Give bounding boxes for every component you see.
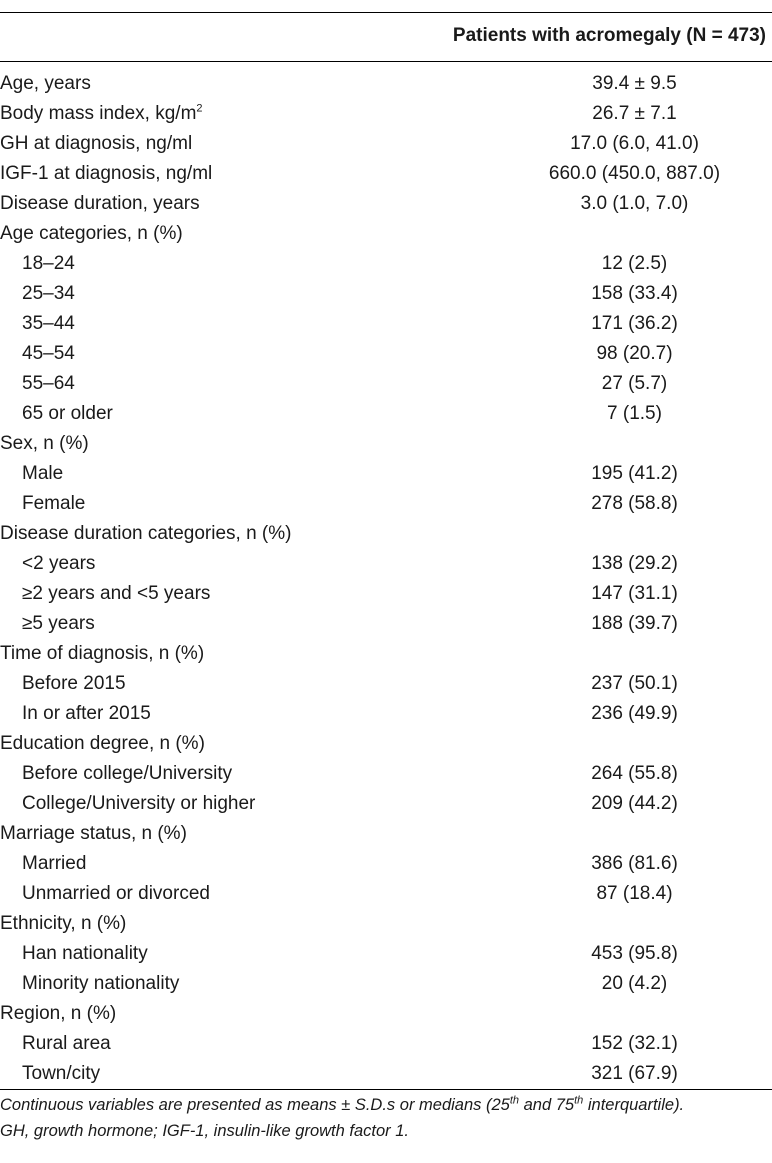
table-row: [0, 249, 772, 279]
row-value: 12 (2.5): [601, 253, 668, 274]
row-sublabel: 65 or older: [22, 403, 113, 424]
row-value-cell: [403, 429, 772, 459]
row-sublabel: ≥2 years and <5 years: [22, 583, 211, 604]
table-row: [0, 399, 772, 429]
row-value: 278 (58.8): [591, 493, 678, 514]
table-bottom-rule: [0, 1089, 772, 1090]
row-sublabel: College/University or higher: [22, 793, 256, 814]
row-sublabel: Before 2015: [22, 673, 126, 694]
row-value-cell: [403, 489, 772, 519]
row-sublabel: Unmarried or divorced: [22, 883, 210, 904]
row-value-cell: [403, 1059, 772, 1089]
row-value: 152 (32.1): [591, 1033, 678, 1054]
row-value: 17.0 (6.0, 41.0): [570, 133, 699, 154]
table-row: [0, 519, 772, 549]
table-row: [0, 609, 772, 639]
row-sublabel: Rural area: [22, 1033, 111, 1054]
row-sublabel: 18–24: [22, 253, 75, 274]
table-row: [0, 159, 772, 189]
row-value-cell: [403, 1029, 772, 1059]
row-value-cell: [403, 789, 772, 819]
table-row: [0, 459, 772, 489]
row-value-cell: [403, 459, 772, 489]
row-value-cell: [403, 879, 772, 909]
table-row: [0, 729, 772, 759]
table-row: [0, 879, 772, 909]
row-sublabel: <2 years: [22, 553, 96, 574]
row-label: Body mass index, $kg/m^2$: [0, 102, 203, 124]
table-row: [0, 969, 772, 999]
table-row: [0, 129, 772, 159]
table-row: [0, 1059, 772, 1089]
row-value-cell: [403, 639, 772, 669]
row-value: 209 (44.2): [591, 793, 678, 814]
row-value: 87 (18.4): [596, 883, 673, 904]
row-sublabel: 25–34: [22, 283, 75, 304]
row-value: 660.0 (450.0, 887.0): [548, 163, 721, 184]
table-row: [0, 1029, 772, 1059]
row-value: 171 (36.2): [591, 313, 678, 334]
row-sublabel: ≥5 years: [22, 613, 95, 634]
row-value-cell: [403, 249, 772, 279]
row-sublabel: Han nationality: [22, 943, 148, 964]
row-label: Age categories, n (%): [0, 223, 183, 244]
row-value-cell: [403, 759, 772, 789]
row-value: 39.4 ± 9.5: [592, 73, 677, 94]
table-footnote: [0, 1092, 772, 1144]
row-value-cell: [403, 159, 772, 189]
table-row: [0, 999, 772, 1029]
row-value-cell: [403, 909, 772, 939]
row-value-cell: [403, 519, 772, 549]
row-value-cell: [403, 729, 772, 759]
row-value: 27 (5.7): [601, 373, 668, 394]
table-row: [0, 549, 772, 579]
row-sublabel: Female: [22, 493, 86, 514]
row-sublabel: 45–54: [22, 343, 75, 364]
table-row: [0, 579, 772, 609]
row-label: Sex, n (%): [0, 433, 89, 454]
row-value-cell: [403, 579, 772, 609]
row-value: 20 (4.2): [601, 973, 668, 994]
row-value-cell: [403, 279, 772, 309]
table-row: [0, 219, 772, 249]
row-value-cell: [403, 129, 772, 159]
row-value: 98 (20.7): [596, 343, 673, 364]
table-row: [0, 309, 772, 339]
row-label: Age, years: [0, 73, 91, 94]
row-sublabel: In or after 2015: [22, 703, 151, 724]
row-sublabel: Male: [22, 463, 64, 484]
row-value: 321 (67.9): [591, 1063, 678, 1084]
row-value-cell: [403, 609, 772, 639]
row-value-cell: [403, 669, 772, 699]
table-row: [0, 849, 772, 879]
row-sublabel: Before college/University: [22, 763, 233, 784]
row-label: Ethnicity, n (%): [0, 913, 127, 934]
row-value-cell: [403, 339, 772, 369]
row-value: 264 (55.8): [591, 763, 678, 784]
table-row: [0, 339, 772, 369]
row-value: 7 (1.5): [607, 403, 662, 424]
footnote-line-1: Continuous variables are presented as means ± S.D.s or medians (25th and 75th interquartile).: [0, 1094, 685, 1114]
row-value-cell: [403, 189, 772, 219]
row-sublabel: Town/city: [22, 1063, 101, 1084]
table-row: [0, 69, 772, 99]
table-row: [0, 669, 772, 699]
table-row: [0, 939, 772, 969]
row-value: 138 (29.2): [591, 553, 678, 574]
table-row: [0, 369, 772, 399]
row-value: 195 (41.2): [591, 463, 678, 484]
row-value: 158 (33.4): [591, 283, 678, 304]
row-value-cell: [403, 849, 772, 879]
row-label: GH at diagnosis, ng/ml: [0, 133, 193, 154]
row-value: 386 (81.6): [591, 853, 678, 874]
table-row: [0, 99, 772, 129]
table-row: [0, 759, 772, 789]
row-value-cell: [403, 699, 772, 729]
row-label: Disease duration, years: [0, 193, 200, 214]
row-value: 453 (95.8): [591, 943, 678, 964]
row-sublabel: Married: [22, 853, 87, 874]
row-value-cell: [403, 99, 772, 129]
row-value: 188 (39.7): [591, 613, 678, 634]
table-row: [0, 909, 772, 939]
row-value-cell: [403, 819, 772, 849]
table-body: [0, 69, 772, 1089]
table-row: [0, 699, 772, 729]
row-label: Education degree, n (%): [0, 733, 205, 754]
row-label: Time of diagnosis, n (%): [0, 643, 205, 664]
row-value-cell: [403, 369, 772, 399]
row-sublabel: 55–64: [22, 373, 75, 394]
row-label: Region, n (%): [0, 1003, 117, 1024]
row-value-cell: [403, 309, 772, 339]
row-label: Marriage status, n (%): [0, 823, 187, 844]
row-value-cell: [403, 219, 772, 249]
table-row: [0, 189, 772, 219]
row-value-cell: [403, 999, 772, 1029]
row-sublabel: 35–44: [22, 313, 75, 334]
table-header-rule: [0, 61, 772, 62]
table-row: [0, 489, 772, 519]
row-value-cell: [403, 549, 772, 579]
row-value-cell: [403, 69, 772, 99]
table-row: [0, 429, 772, 459]
row-value-cell: [403, 969, 772, 999]
footnote-line-2: GH, growth hormone; IGF-1, insulin-like growth factor 1.: [0, 1122, 409, 1140]
row-value: 3.0 (1.0, 7.0): [580, 193, 689, 214]
row-value-cell: [403, 939, 772, 969]
row-value: 26.7 ± 7.1: [592, 103, 677, 124]
table-row: [0, 819, 772, 849]
row-value: 237 (50.1): [591, 673, 678, 694]
column-header: Patients with acromegaly (N = 473): [452, 25, 766, 46]
table-row: [0, 639, 772, 669]
row-value: 236 (49.9): [591, 703, 678, 724]
characteristics-table: [0, 69, 772, 1089]
row-label: Disease duration categories, n (%): [0, 523, 292, 544]
row-label: IGF-1 at diagnosis, ng/ml: [0, 163, 213, 184]
table-row: [0, 789, 772, 819]
row-value: 147 (31.1): [591, 583, 678, 604]
row-value-cell: [403, 399, 772, 429]
table-top-rule: [0, 12, 772, 13]
table-row: [0, 279, 772, 309]
row-sublabel: Minority nationality: [22, 973, 180, 994]
